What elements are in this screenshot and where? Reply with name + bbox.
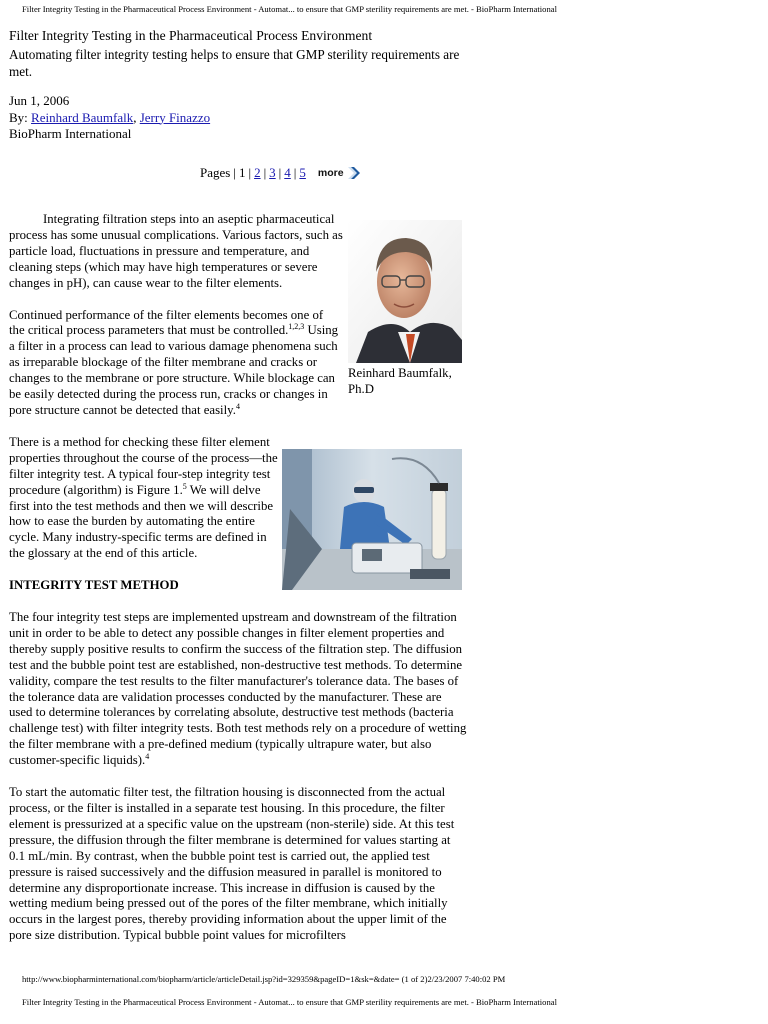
pages-label: Pages (200, 165, 231, 180)
pager-separator: | (293, 165, 297, 180)
pagination (200, 165, 361, 181)
paragraph (9, 435, 279, 562)
paragraph: Integrating filtration steps into an aseptic pharmaceutical process has some unusual complications. Various factors, such as particle load, fluctuations in pressure and temperature, and cleaning steps (which may have high temperatures or severe changes in pH), can cause wear to the filter elements. (9, 212, 343, 290)
page-link-4[interactable]: 4 (284, 165, 291, 180)
paragraph-text: Using a filter in a process can lead to various damage phenomena such as irreparable blockage of the filter membrane and cracks or changes to the membrane or pore structure. While blockage can be easily detected during the process run, cracks or changes in pore structure cannot be detected that easily. (9, 323, 339, 417)
print-page-footer: http://www.biopharminternational.com/biopharm/article/articleDetail.jsp?id=329359&pageID=1&sk=&date= (1 of 2)2/23/2007 7:40:02 PM (22, 974, 506, 984)
publication-name: BioPharm International (9, 126, 132, 141)
article-deck: Automating filter integrity testing helps to ensure that GMP sterility requirements are met. (9, 47, 460, 79)
paragraph-text: The four integrity test steps are implemented upstream and downstream of the filtration unit in order to be able to detect any possible changes in filter element properties and thereby supply positive results to confirm the success of the filtration step. The diffusion test and the bubble point test are established, non-destructive test methods. To determine validity, compare the test results to the filter manufacturer's tolerance data. The bases of the tolerance data are validation processes conducted by the manufacturer. These are used to determine tolerances by correlating absolute, destructive test methods (bacteria challenge test) with filter integrity tests. Both test methods rely on a procedure of wetting the filter membrane with a pre-defined medium (typically ultrapure water, but also customer-specific liquids). (9, 610, 467, 768)
by-label: By: (9, 109, 28, 125)
page-link-5[interactable]: 5 (299, 165, 306, 180)
citation: 1,2,3 (288, 322, 305, 332)
author-link-1[interactable]: Reinhard Baumfalk (31, 109, 134, 125)
citation: 5 (182, 481, 187, 491)
author-link-2[interactable]: Jerry Finazzo (139, 109, 211, 125)
page-link-3[interactable]: 3 (269, 165, 276, 180)
article-title: Filter Integrity Testing in the Pharmaceutical Process Environment (9, 28, 373, 43)
citation: 4 (145, 752, 150, 762)
paragraph (9, 308, 467, 419)
print-page-header-next: Filter Integrity Testing in the Pharmaceutical Process Environment - Automat... to ensure that GMP sterility requirements are met. - BioPharm International (22, 997, 557, 1007)
article-date: Jun 1, 2006 (9, 93, 70, 108)
byline (9, 110, 467, 127)
article-meta (9, 93, 467, 143)
paragraph-text: There is a method for checking these filter element properties throughout the course of the process—the filter integrity test. A typical four-step integrity test procedure (algorithm) is Figure 1. (9, 434, 278, 497)
photo-caption: Reinhard Baumfalk, Ph.D (348, 366, 452, 396)
article-header (9, 28, 467, 143)
pager-separator: | (248, 165, 252, 180)
paragraph (9, 610, 467, 769)
pager-separator: | (278, 165, 282, 180)
paragraph-text: Continued performance of the filter elements becomes one of the critical process parameters that must be controlled. (9, 307, 324, 338)
more-label: more (317, 167, 344, 179)
pager-separator: | (233, 165, 236, 180)
section-heading: INTEGRITY TEST METHOD (9, 578, 179, 593)
paragraph-text: We will delve first into the test methods and then we will describe how to ease the burden by automating the entire cycle. Many industry-specific terms are defined in the glossary at the end of this article. (9, 482, 274, 561)
citation: 4 (235, 401, 240, 411)
author-separator: , (133, 109, 137, 125)
paragraph: To start the automatic filter test, the filtration housing is disconnected from the actual process, or the filter is installed in a separate test housing. In this procedure, the filter element is pressurized at a specific value on the upstream (non-sterile) side. At this test pressure, the diffusion through the filter membrane is determined for values starting at 0.1 mL/min. By contrast, when the bubble point test is carried out, the applied test pressure is raised successively and the diffusion measured in parallel is monitored to determine any disproportionate increase. This increase in diffusion is caused by the wetting medium being pressed out of the pores of the filter membrane, which initially occurs in the largest pores, thereby providing information about the upper limit of the pore size distribution. Typical bubble point values for microfilters (9, 785, 455, 943)
current-page: 1 (238, 165, 246, 180)
pager-separator: | (263, 165, 267, 180)
chevron-right-icon (346, 166, 361, 180)
print-page-header: Filter Integrity Testing in the Pharmaceutical Process Environment - Automat... to ensure that GMP sterility requirements are met. - BioPharm International (22, 4, 557, 14)
page-link-2[interactable]: 2 (254, 165, 261, 180)
more-button[interactable] (318, 166, 361, 180)
article-body (9, 212, 467, 960)
